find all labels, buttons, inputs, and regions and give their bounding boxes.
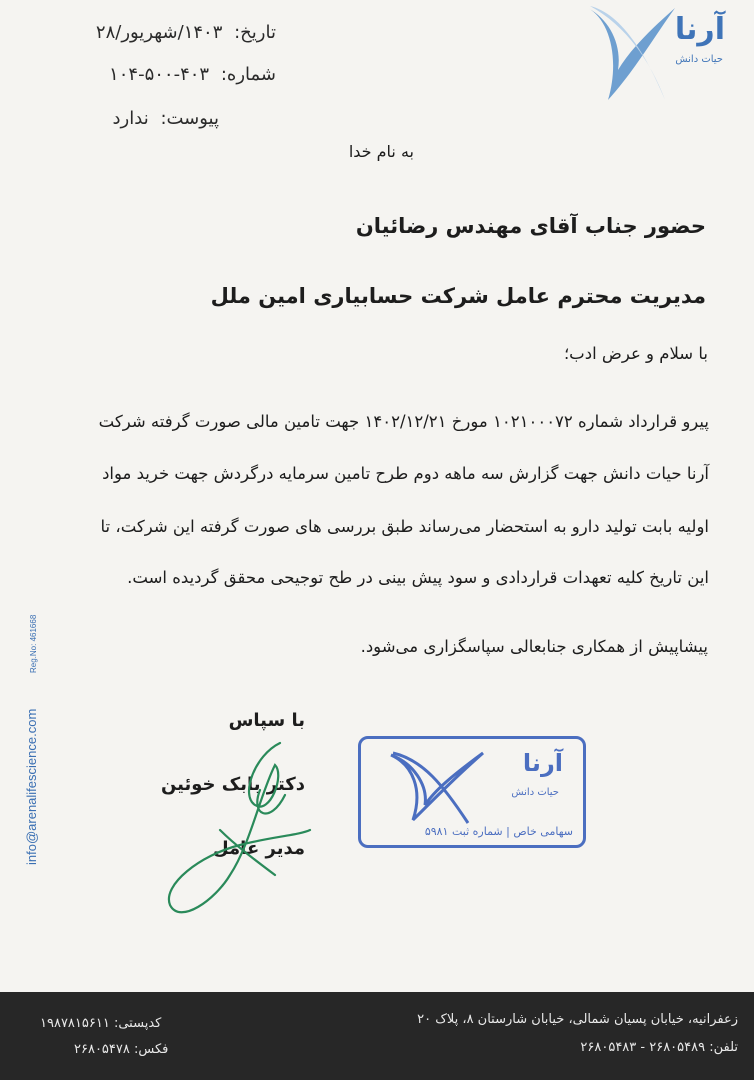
attachment-value: ندارد xyxy=(112,108,149,129)
body-line-4: این تاریخ کلیه تعهدات قراردادی و سود پیش بینی در طح توجیحی محقق گردیده است. xyxy=(127,568,709,587)
recipient-line-1: حضور جناب آقای مهندس رضائیان xyxy=(355,214,706,238)
footer-postal xyxy=(40,1016,161,1031)
signatory-name: دکتر بابک خوئین xyxy=(160,774,305,795)
stamp-company-name: آرنا xyxy=(522,749,563,777)
signature-thanks: با سپاس xyxy=(228,710,305,731)
stamp-company-subtitle: حیات دانش xyxy=(511,787,559,798)
postal-label: کدپستی: xyxy=(113,1016,162,1031)
closing-line: پیشاپیش از همکاری جنابعالی سپاسگزاری می‌شود. xyxy=(360,637,708,656)
attachment-label: پیوست: xyxy=(160,108,219,129)
date-line xyxy=(96,22,276,43)
footer-address: زعفرانیه، خیابان پسیان شمالی، خیابان شارستان ۸، پلاک ۲۰ xyxy=(417,1012,738,1027)
stamp-logo-icon xyxy=(383,745,503,825)
number-line xyxy=(109,64,276,85)
date-label: تاریخ: xyxy=(234,22,276,43)
logo-name: آرنا xyxy=(674,12,725,47)
side-reg xyxy=(22,595,38,675)
company-stamp xyxy=(358,736,586,848)
recipient-line-2: مدیریت محترم عامل شرکت حسابیاری امین ملل xyxy=(210,284,706,308)
postal-value: ۱۹۸۷۸۱۵۶۱۱ xyxy=(40,1016,110,1031)
attachment-line xyxy=(113,108,219,129)
footer-fax xyxy=(74,1042,168,1057)
company-logo xyxy=(580,0,745,110)
stamp-registration: سهامی خاص | شماره ثبت ۵۹۸۱ xyxy=(424,825,573,838)
number-value: ۴۰۳-۵۰۰-۱۰۴ xyxy=(109,64,210,85)
side-email: info@arenalifescience.com xyxy=(24,708,39,865)
signatory-title: مدیر عامل xyxy=(212,838,305,859)
body-line-2: آرنا حیات دانش جهت گزارش سه ماهه دوم طرح تامین سرمایه درگردش جهت خرید مواد xyxy=(102,464,709,483)
footer-phone: تلفن: ۲۶۸۰۵۴۸۹ - ۲۶۸۰۵۴۸۳ xyxy=(580,1040,738,1055)
logo-subtitle: حیات دانش xyxy=(675,54,723,65)
number-label: شماره: xyxy=(220,64,276,85)
side-reg-no: Reg.No: 461668 xyxy=(29,614,38,673)
footer xyxy=(0,992,754,1080)
greeting: با سلام و عرض ادب؛ xyxy=(563,344,708,363)
basmala: به نام خدا xyxy=(348,142,414,161)
body-line-1: پیرو قرارداد شماره ۱۰۲۱۰۰۰۷۲ مورخ ۱۴۰۲/۱۲/۲۱ جهت تامین مالی صورت گرفته شرکت xyxy=(98,412,709,431)
fax-label: فکس: xyxy=(134,1042,169,1057)
date-value: ۱۴۰۳/شهریور/۲۸ xyxy=(95,22,223,43)
fax-value: ۲۶۸۰۵۴۷۸ xyxy=(74,1042,130,1057)
body-line-3: اولیه بابت تولید دارو به استحضار می‌رساند طبق بررسی های صورت گرفته این شرکت، تا xyxy=(100,517,709,536)
handwritten-signature xyxy=(160,735,320,925)
